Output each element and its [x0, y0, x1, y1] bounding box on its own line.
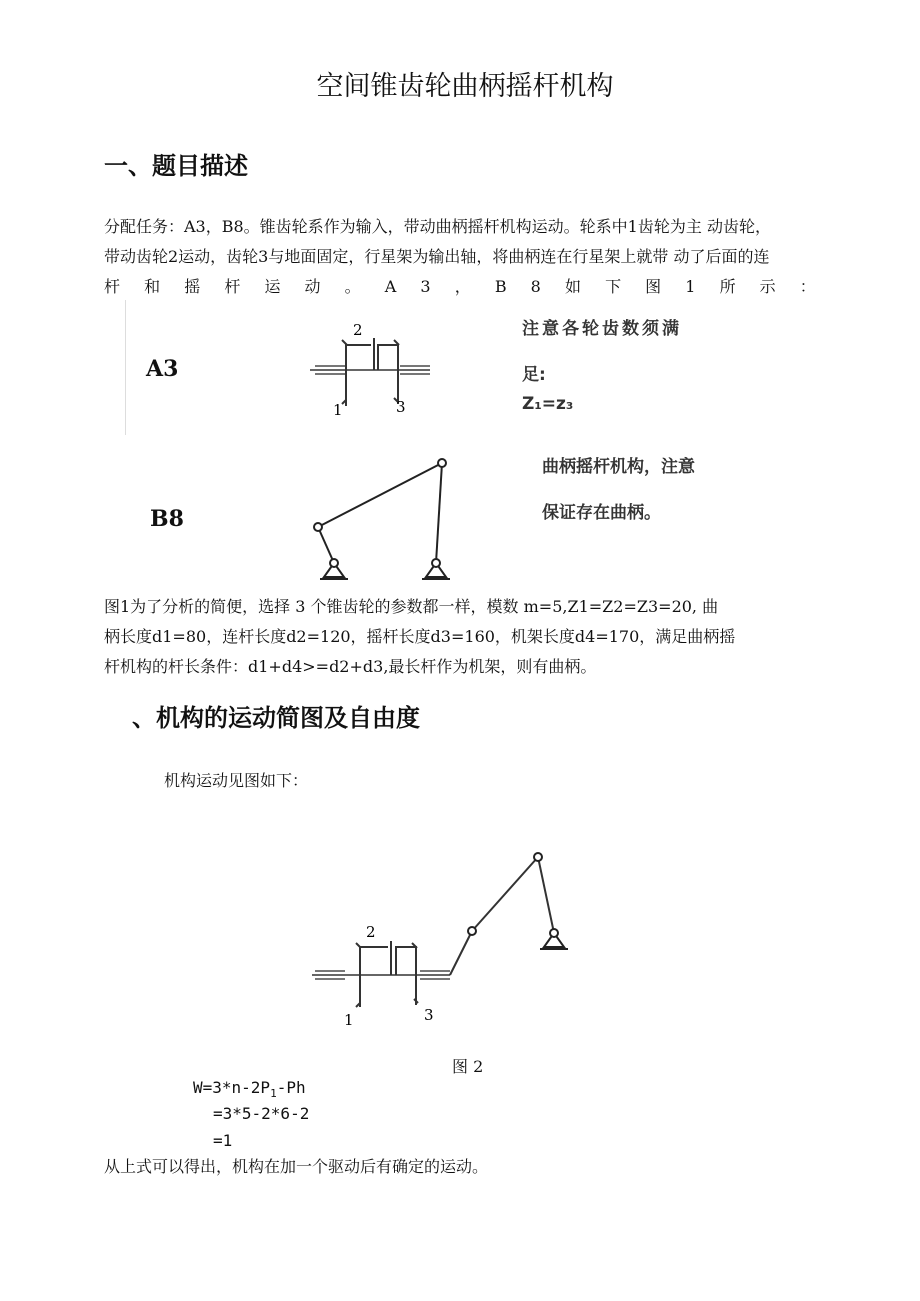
gear-label-1: 1 — [344, 1011, 354, 1029]
four-bar-linkage-diagram-b8 — [300, 455, 460, 585]
para-char: 摇 — [184, 277, 201, 296]
para-char: 动 — [304, 277, 321, 296]
para-line: 带动齿轮2运动，齿轮3与地面固定，行星架为输出轴，将曲柄连在行星架上就带 动了后面的连 — [104, 247, 770, 266]
note-b-line1: 曲柄摇杆机构，注意 — [542, 457, 695, 477]
section2-intro: 机构运动见图如下： — [164, 771, 309, 790]
para-char: 。 — [344, 277, 361, 296]
parameter-paragraph — [104, 592, 735, 682]
para-char: 杆 — [104, 277, 121, 296]
mechanism-kinematic-diagram — [300, 845, 590, 1030]
gear-label-2: 2 — [366, 923, 376, 941]
para-char: 下 — [605, 277, 622, 296]
note-a-line1: 注意各轮齿数须满 — [522, 319, 682, 339]
para-char: 示 — [759, 277, 776, 296]
formula-text: W=3*n-2P — [193, 1078, 271, 1097]
gear-label-3: 3 — [424, 1006, 434, 1024]
para-char: A — [384, 277, 397, 296]
formula-line-1 — [193, 1078, 306, 1100]
para-line: 杆机构的杆长条件：d1+d4>=d2+d3,最长杆作为机架，则有曲柄。 — [104, 657, 597, 676]
formula-text: -Ph — [276, 1078, 306, 1097]
figure-label-b8: B8 — [150, 506, 184, 532]
para-char: B — [494, 277, 507, 296]
para-char: 图 — [645, 277, 662, 296]
figure-label-a3: A3 — [146, 356, 179, 382]
para-line: 分配任务：A3，B8。锥齿轮系作为输入，带动曲柄摇杆机构运动。轮系中1齿轮为主 动齿轮， — [104, 217, 771, 236]
gear-label-2: 2 — [353, 321, 363, 339]
para-line: 柄长度d1=80，连杆长度d2=120，摇杆长度d3=160，机架长度d4=170，满足曲柄摇 — [104, 627, 736, 646]
gear-label-3: 3 — [396, 398, 406, 416]
note-b-line2: 保证存在曲柄。 — [542, 503, 661, 523]
formula-subscript: 1 — [270, 1087, 277, 1101]
para-char: 8 — [530, 277, 541, 296]
task-paragraph — [104, 212, 816, 302]
note-a-line3: Z₁=z₃ — [522, 394, 574, 414]
para-char: 杆 — [224, 277, 241, 296]
document-title: 空间锥齿轮曲柄摇杆机构 — [316, 71, 614, 102]
figure2-caption: 图 2 — [452, 1057, 484, 1076]
para-char: ， — [454, 277, 471, 296]
para-char: 如 — [564, 277, 581, 296]
para-char: 运 — [264, 277, 281, 296]
figure-border — [125, 300, 126, 435]
bevel-gear-diagram-a3 — [290, 310, 450, 420]
note-a-line2: 足: — [522, 365, 546, 385]
para-char: 3 — [420, 277, 431, 296]
para-line-justified — [104, 272, 816, 302]
formula-line-2: =3*5-2*6-2 — [213, 1104, 310, 1123]
section-heading-2: 、机构的运动简图及自由度 — [132, 704, 420, 732]
conclusion-text: 从上式可以得出，机构在加一个驱动后有确定的运动。 — [104, 1157, 489, 1176]
para-char: 1 — [685, 277, 696, 296]
para-char: ： — [799, 277, 816, 296]
gear-label-1: 1 — [333, 401, 343, 419]
formula-line-3: =1 — [213, 1131, 233, 1150]
para-line: 图1为了分析的简便，选择 3 个锥齿轮的参数都一样，模数 m=5,Z1=Z2=Z3=20, 曲 — [104, 597, 719, 616]
section-heading-1: 一、题目描述 — [104, 152, 248, 180]
para-char: 和 — [144, 277, 161, 296]
para-char: 所 — [719, 277, 736, 296]
